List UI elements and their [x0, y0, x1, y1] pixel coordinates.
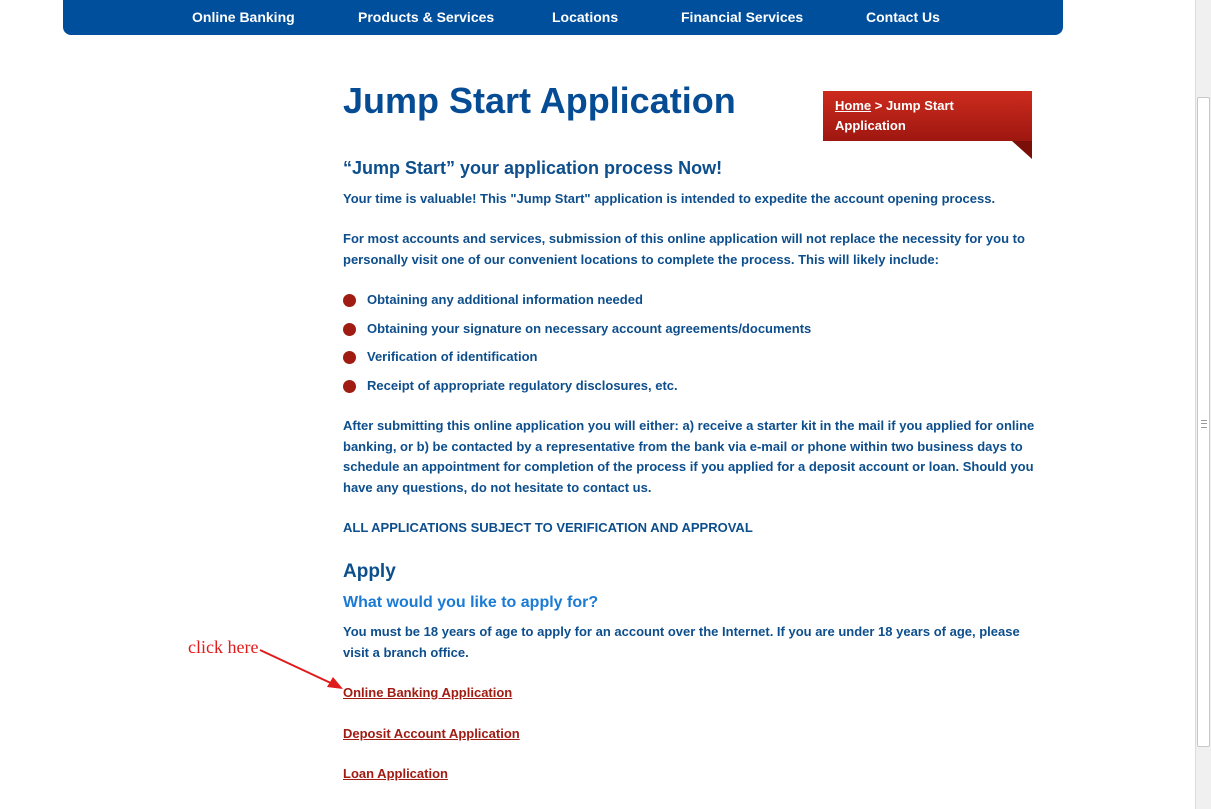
list-item: Obtaining any additional information needed — [367, 292, 643, 307]
click-here-annotation: click here — [188, 637, 259, 657]
page-title: Jump Start Application — [343, 80, 736, 121]
list-item: Receipt of appropriate regulatory disclosures, etc. — [367, 378, 678, 393]
bullet-marker — [343, 294, 356, 307]
intro-paragraph-3: After submitting this online application you will either: a) receive a starter kit in the mail if you applied for online banking, or b) be contacted by a representative from the bank via e-mail or phone within two business days to schedule an appointment for completion of the process if you applied for a deposit account or loan. Should you have any questions, do not hesitate to contact us. — [343, 418, 1035, 495]
bullet-marker — [343, 323, 356, 336]
breadcrumb-separator: > — [871, 98, 886, 113]
apply-heading: Apply — [343, 561, 396, 582]
bullet-marker — [343, 380, 356, 393]
loan-application-link[interactable]: Loan Application — [343, 766, 448, 781]
nav-contact-us[interactable]: Contact Us — [866, 9, 940, 25]
apply-subheading: What would you like to apply for? — [343, 594, 599, 611]
scrollbar-thumb[interactable] — [1197, 97, 1210, 747]
verification-notice: ALL APPLICATIONS SUBJECT TO VERIFICATION AND APPROVAL — [343, 520, 753, 535]
annotation-arrow-icon — [255, 645, 345, 695]
breadcrumb-ribbon-fold — [1012, 141, 1032, 159]
vertical-scrollbar[interactable] — [1195, 0, 1211, 809]
breadcrumb-home-link[interactable]: Home — [835, 98, 872, 113]
deposit-account-application-link[interactable]: Deposit Account Application — [343, 726, 520, 741]
age-requirement-note: You must be 18 years of age to apply for an account over the Internet. If you are under 18 years of age, please visit a branch office. — [343, 624, 1020, 660]
nav-financial-services[interactable]: Financial Services — [681, 9, 804, 25]
scrollbar-grip-icon — [1201, 420, 1207, 428]
list-item: Verification of identification — [367, 349, 538, 364]
list-item: Obtaining your signature on necessary account agreements/documents — [367, 321, 812, 336]
nav-products-services[interactable]: Products & Services — [358, 9, 495, 25]
intro-paragraph-2: For most accounts and services, submission of this online application will not replace the necessity for you to personally visit one of our convenient locations to complete the process. This will likely include: — [343, 231, 1025, 267]
main-navbar — [63, 0, 1063, 35]
breadcrumb — [823, 91, 1032, 141]
bullet-marker — [343, 351, 356, 364]
online-banking-application-link[interactable]: Online Banking Application — [343, 685, 513, 700]
nav-online-banking[interactable]: Online Banking — [192, 9, 295, 25]
nav-locations[interactable]: Locations — [552, 9, 619, 25]
intro-paragraph-1: Your time is valuable! This "Jump Start" application is intended to expedite the account opening process. — [343, 191, 996, 206]
intro-heading: “Jump Start” your application process Now! — [343, 158, 723, 178]
breadcrumb-current: Jump Start Application — [835, 98, 954, 133]
